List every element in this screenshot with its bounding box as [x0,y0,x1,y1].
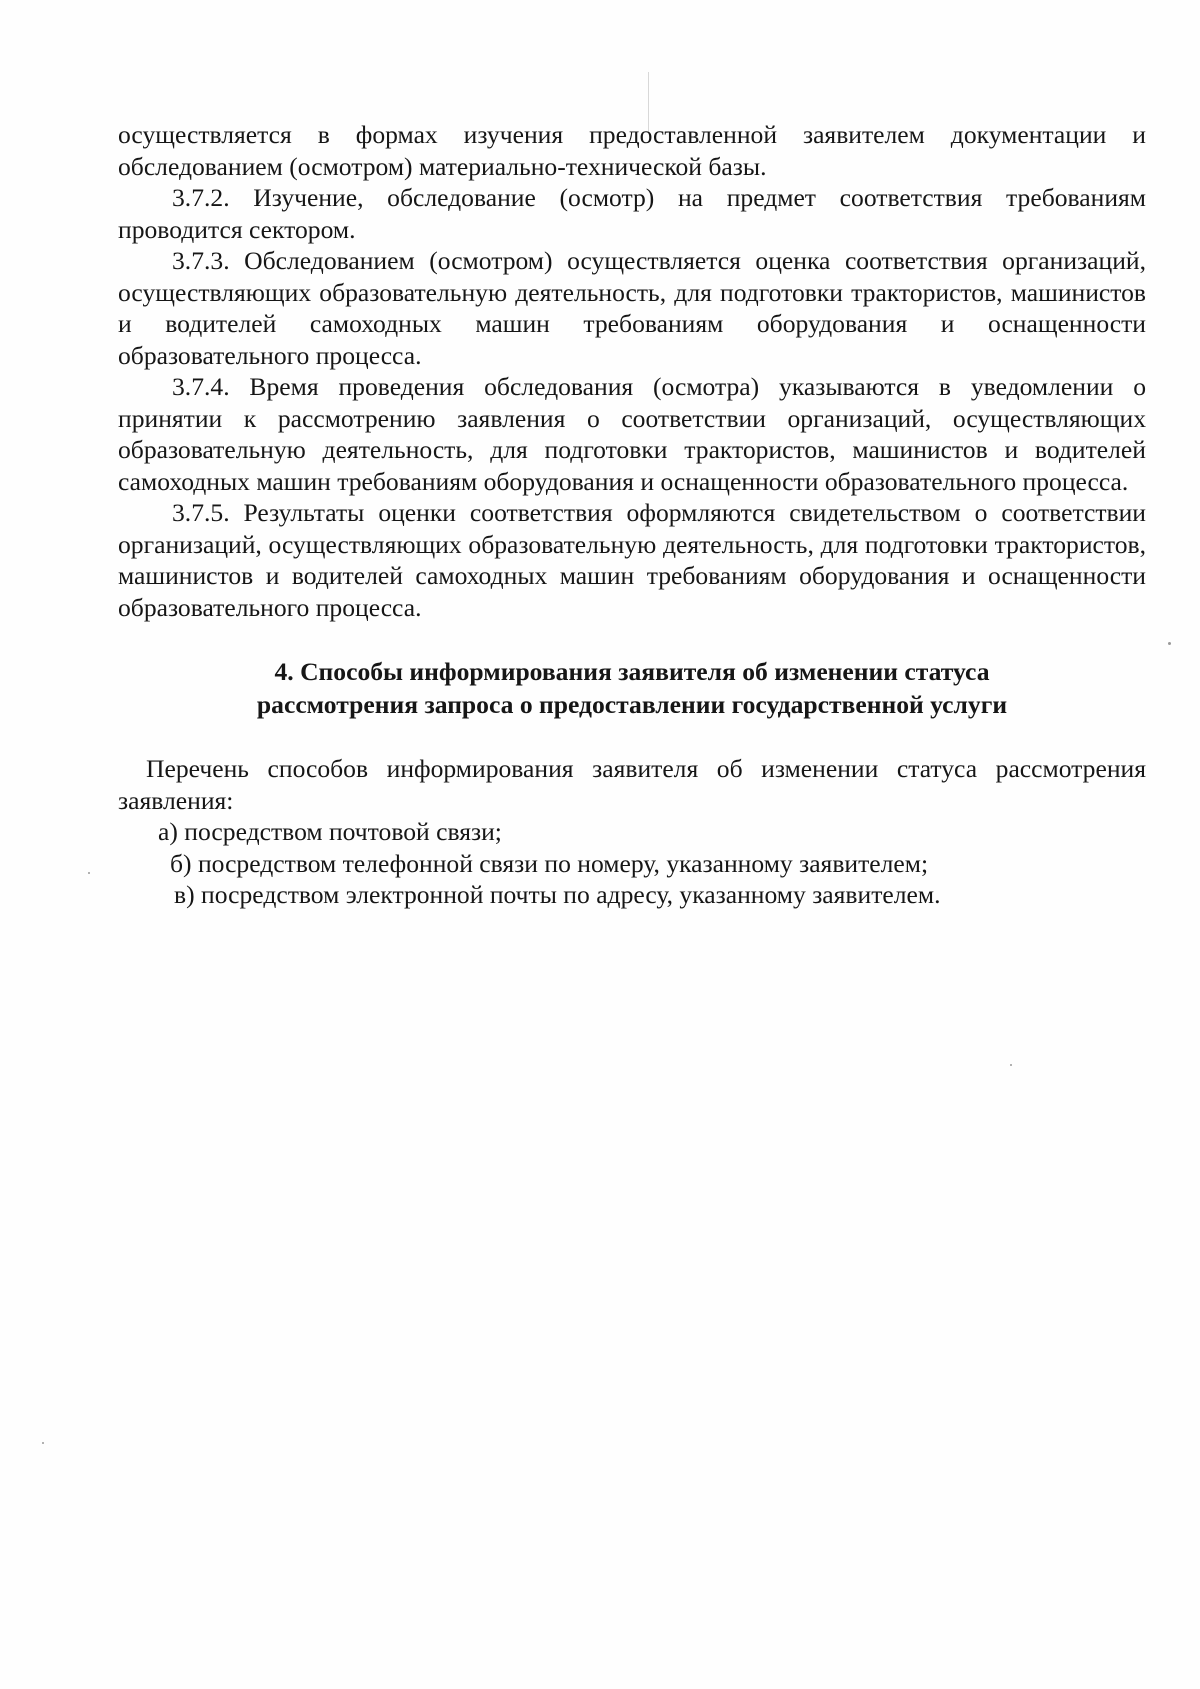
list-intro: Перечень способов информирования заявителя об изменении статуса рассмотрения заявления: [118,754,1146,815]
paragraph-3-7-2: 3.7.2. Изучение, обследование (осмотр) на предмет соответствия требованиям проводится сектором. [118,183,1146,244]
document-body [118,119,1146,911]
section-heading [118,656,1146,721]
paragraph-continuation: осуществляется в формах изучения предоставленной заявителем документации и обследованием (осмотром) материально-технической базы. [118,120,1146,181]
paragraph-3-7-4: 3.7.4. Время проведения обследования (осмотра) указываются в уведомлении о принятии к рассмотрению заявления о соответствии организаций, осуществляющих образовательную деятельность, для подготовки трактористов, машинистов и водителей самоходных машин требованиям оборудования и оснащенности образовательного процесса. [118,372,1146,496]
section-heading-line-1: 4. Способы информирования заявителя об изменении статуса [274,657,990,686]
scan-artifact-speck [1168,642,1171,645]
paragraph-3-7-3: 3.7.3. Обследованием (осмотром) осуществляется оценка соответствия организаций, осуществляющих образовательную деятельность, для подготовки трактористов, машинистов и водителей самоходных машин требованиям оборудования и оснащенности образовательного процесса. [118,246,1146,370]
scan-artifact-speck [42,1442,44,1444]
section-heading-line-2: рассмотрения запроса о предоставлении государственной услуги [256,689,1008,719]
scan-artifact-speck [1010,1064,1012,1066]
paragraph-3-7-5: 3.7.5. Результаты оценки соответствия оформляются свидетельством о соответствии организаций, осуществляющих образовательную деятельность, для подготовки трактористов, машинистов и водителей самоходных машин требованиям оборудования и оснащенности образовательного процесса. [118,498,1146,622]
scan-artifact-speck [88,872,90,874]
list-item-a: а) посредством почтовой связи; [158,817,502,846]
list-item-v: в) посредством электронной почты по адресу, указанному заявителем. [174,880,941,909]
list-item-b: б) посредством телефонной связи по номеру, указанному заявителем; [170,848,929,878]
